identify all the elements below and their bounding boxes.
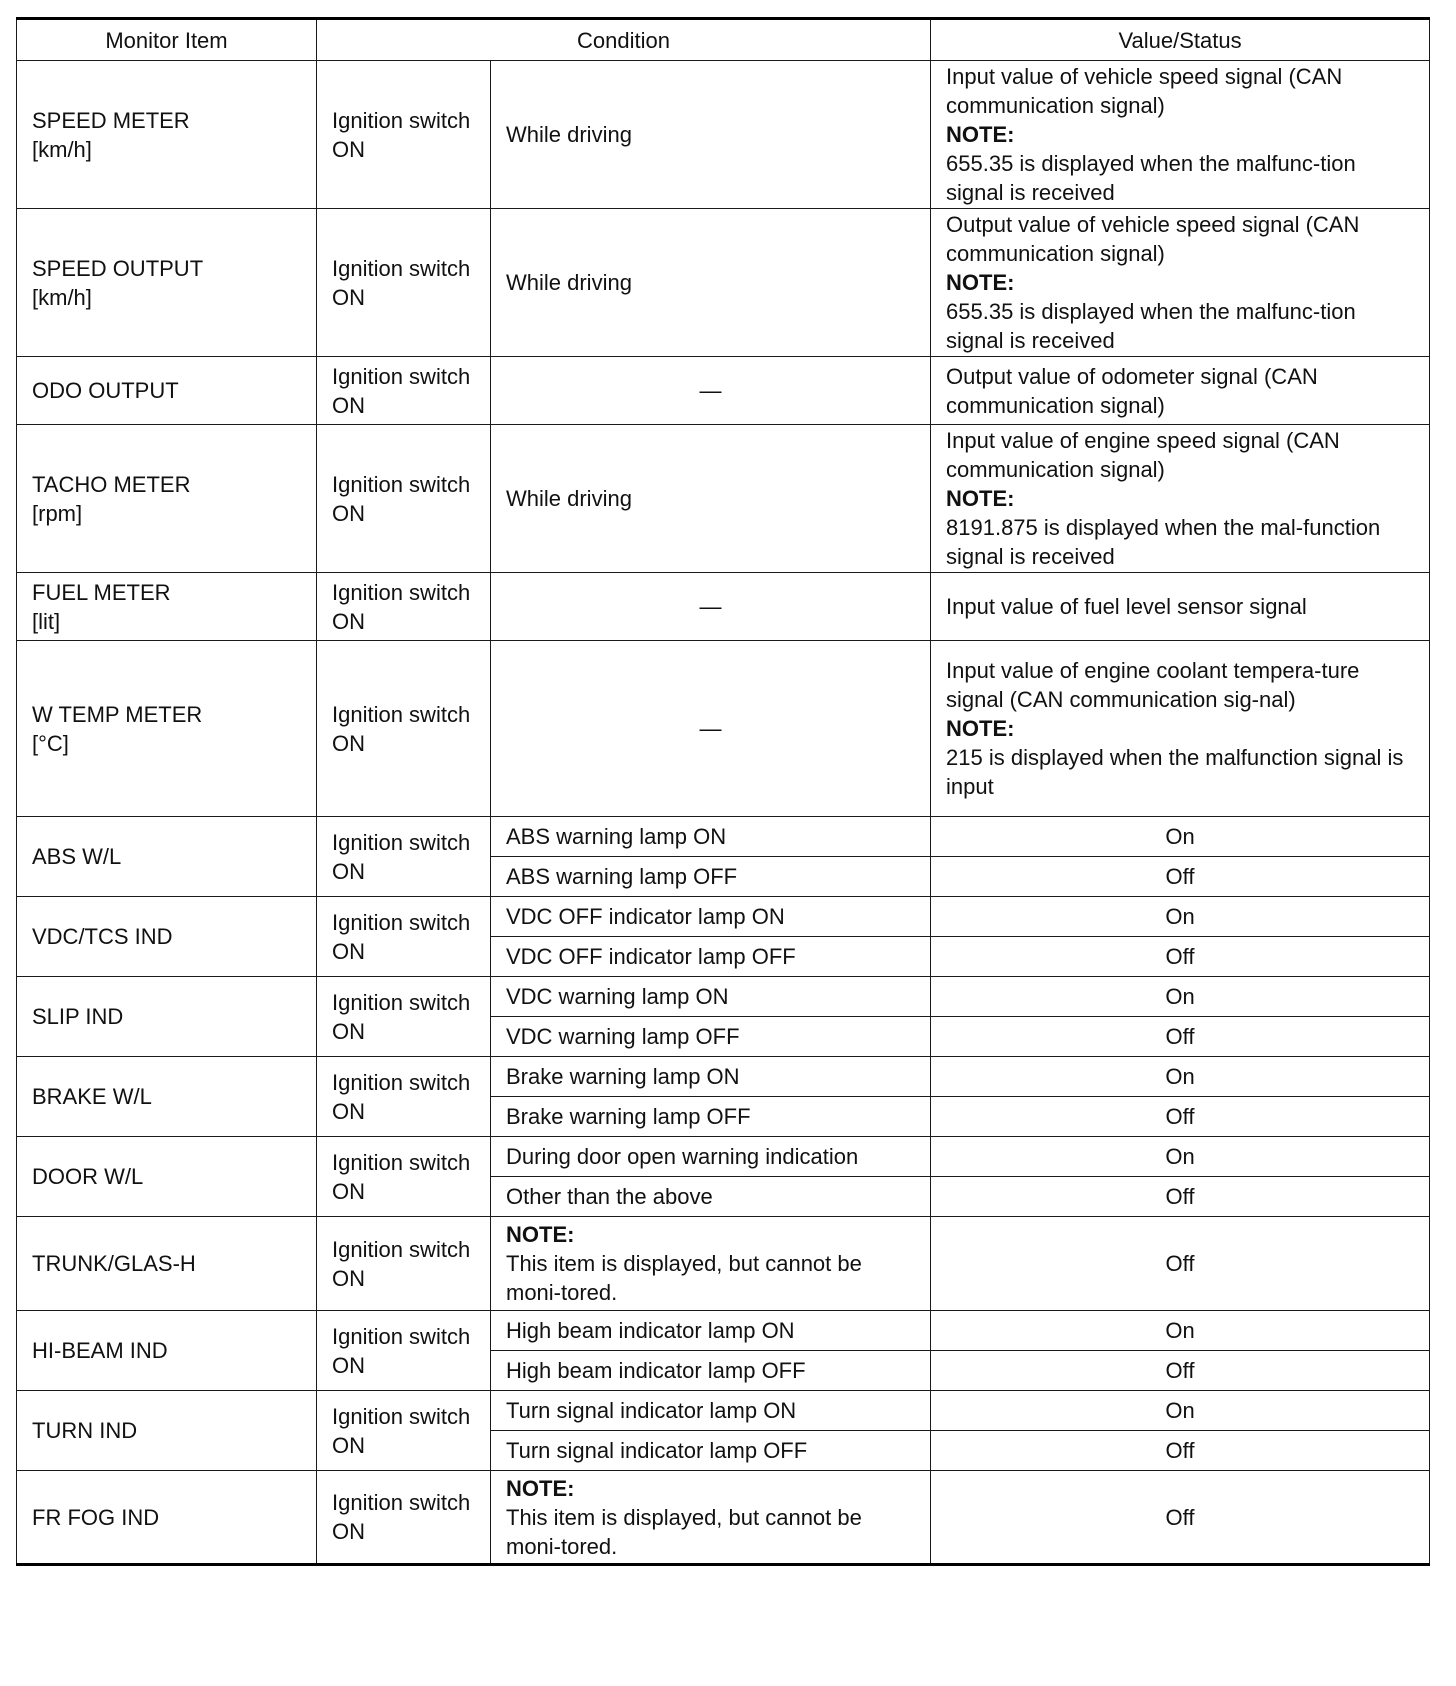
value-cell <box>931 425 1430 573</box>
monitor-item-cell <box>17 573 317 641</box>
condition-cell: Brake warning lamp ON <box>491 1057 931 1097</box>
table-row <box>17 1391 1430 1431</box>
condition-cell: High beam indicator lamp ON <box>491 1311 931 1351</box>
item-name: W TEMP METER <box>32 701 203 727</box>
condition-cell: While driving <box>491 209 931 357</box>
ignition-cell: Ignition switch ON <box>317 1311 491 1391</box>
item-unit: [lit] <box>32 608 61 634</box>
note-text: 215 is displayed when the malfunction signal is input <box>946 745 1404 799</box>
item-name: SPEED OUTPUT <box>32 255 204 281</box>
condition-cell <box>491 1217 931 1311</box>
table-row <box>17 573 1430 641</box>
value-cell: On <box>931 977 1430 1017</box>
note-label: NOTE: <box>946 270 1015 295</box>
table-row <box>17 977 1430 1017</box>
value-cell <box>931 641 1430 817</box>
table-row <box>17 1471 1430 1565</box>
table-row <box>17 1217 1430 1311</box>
table-row <box>17 817 1430 857</box>
value-text: Input value of engine coolant tempera-ture signal (CAN communication sig-nal) <box>946 658 1360 712</box>
monitor-item-cell <box>17 209 317 357</box>
item-unit: [km/h] <box>32 136 92 162</box>
ignition-cell: Ignition switch ON <box>317 1057 491 1137</box>
monitor-item-cell: SLIP IND <box>17 977 317 1057</box>
ignition-cell: Ignition switch ON <box>317 897 491 977</box>
monitor-item-cell: HI-BEAM IND <box>17 1311 317 1391</box>
item-name: SPEED METER <box>32 107 190 133</box>
note-text: 655.35 is displayed when the malfunc-tion signal is received <box>946 299 1356 353</box>
value-cell: Off <box>931 1177 1430 1217</box>
ignition-cell: Ignition switch ON <box>317 1471 491 1565</box>
monitor-item-cell: ODO OUTPUT <box>17 357 317 425</box>
monitor-item-cell <box>17 425 317 573</box>
ignition-cell: Ignition switch ON <box>317 817 491 897</box>
monitor-item-cell <box>17 61 317 209</box>
note-label: NOTE: <box>506 1475 575 1501</box>
value-cell: Off <box>931 1017 1430 1057</box>
ignition-cell: Ignition switch ON <box>317 1137 491 1217</box>
value-cell: On <box>931 1391 1430 1431</box>
condition-cell: — <box>491 573 931 641</box>
monitor-item-cell: DOOR W/L <box>17 1137 317 1217</box>
table-row <box>17 641 1430 817</box>
table-row <box>17 1057 1430 1097</box>
value-text: Input value of vehicle speed signal (CAN communication signal) <box>946 64 1343 118</box>
value-cell: On <box>931 1311 1430 1351</box>
item-name: TACHO METER <box>32 471 191 497</box>
header-row <box>17 19 1430 61</box>
condition-cell: VDC warning lamp OFF <box>491 1017 931 1057</box>
ignition-cell: Ignition switch ON <box>317 573 491 641</box>
table-row <box>17 61 1430 209</box>
value-cell: On <box>931 1137 1430 1177</box>
condition-cell: ABS warning lamp ON <box>491 817 931 857</box>
condition-cell: VDC OFF indicator lamp OFF <box>491 937 931 977</box>
condition-cell: High beam indicator lamp OFF <box>491 1351 931 1391</box>
monitor-item-cell: ABS W/L <box>17 817 317 897</box>
note-text: This item is displayed, but cannot be moni-tored. <box>506 1504 862 1559</box>
table-row <box>17 897 1430 937</box>
note-label: NOTE: <box>946 122 1015 147</box>
ignition-cell: Ignition switch ON <box>317 1217 491 1311</box>
condition-cell: Turn signal indicator lamp ON <box>491 1391 931 1431</box>
note-label: NOTE: <box>506 1222 575 1247</box>
note-text: This item is displayed, but cannot be moni-tored. <box>506 1251 862 1305</box>
table-row <box>17 1311 1430 1351</box>
condition-cell: — <box>491 641 931 817</box>
condition-cell: ABS warning lamp OFF <box>491 857 931 897</box>
ignition-cell: Ignition switch ON <box>317 1391 491 1471</box>
item-unit: [°C] <box>32 730 69 756</box>
ignition-cell: Ignition switch ON <box>317 425 491 573</box>
monitor-item-cell: VDC/TCS IND <box>17 897 317 977</box>
item-name: FUEL METER <box>32 579 171 605</box>
condition-cell <box>491 1471 931 1565</box>
monitor-item-cell: FR FOG IND <box>17 1471 317 1565</box>
condition-cell: Brake warning lamp OFF <box>491 1097 931 1137</box>
condition-cell: While driving <box>491 61 931 209</box>
value-text: Input value of engine speed signal (CAN communication signal) <box>946 428 1340 482</box>
header-monitor-item: Monitor Item <box>17 19 317 61</box>
header-condition: Condition <box>317 19 931 61</box>
table-row <box>17 1137 1430 1177</box>
note-label: NOTE: <box>946 486 1015 511</box>
table-row <box>17 209 1430 357</box>
condition-cell: Other than the above <box>491 1177 931 1217</box>
value-cell: Output value of odometer signal (CAN communication signal) <box>931 357 1430 425</box>
ignition-cell: Ignition switch ON <box>317 977 491 1057</box>
item-unit: [km/h] <box>32 284 92 310</box>
value-cell: Input value of fuel level sensor signal <box>931 573 1430 641</box>
table-row <box>17 425 1430 573</box>
value-cell: On <box>931 1057 1430 1097</box>
value-cell: Off <box>931 1217 1430 1311</box>
value-cell <box>931 209 1430 357</box>
value-cell <box>931 61 1430 209</box>
value-cell: On <box>931 817 1430 857</box>
ignition-cell: Ignition switch ON <box>317 209 491 357</box>
value-cell: Off <box>931 937 1430 977</box>
condition-cell: — <box>491 357 931 425</box>
value-text: Output value of vehicle speed signal (CAN communication signal) <box>946 212 1360 266</box>
condition-cell: While driving <box>491 425 931 573</box>
ignition-cell: Ignition switch ON <box>317 357 491 425</box>
ignition-cell: Ignition switch ON <box>317 61 491 209</box>
item-unit: [rpm] <box>32 500 83 526</box>
value-cell: Off <box>931 1097 1430 1137</box>
value-cell: Off <box>931 1471 1430 1565</box>
value-cell: On <box>931 897 1430 937</box>
value-cell: Off <box>931 1431 1430 1471</box>
note-text: 8191.875 is displayed when the mal-function signal is received <box>946 515 1381 569</box>
monitor-item-cell: TRUNK/GLAS-H <box>17 1217 317 1311</box>
monitor-item-cell: BRAKE W/L <box>17 1057 317 1137</box>
value-cell: Off <box>931 857 1430 897</box>
value-cell: Off <box>931 1351 1430 1391</box>
ignition-cell: Ignition switch ON <box>317 641 491 817</box>
condition-cell: During door open warning indication <box>491 1137 931 1177</box>
condition-cell: Turn signal indicator lamp OFF <box>491 1431 931 1471</box>
condition-cell: VDC OFF indicator lamp ON <box>491 897 931 937</box>
monitor-item-table <box>16 17 1430 1566</box>
note-text: 655.35 is displayed when the malfunc-tion signal is received <box>946 151 1356 205</box>
monitor-item-cell <box>17 641 317 817</box>
note-label: NOTE: <box>946 716 1015 741</box>
monitor-item-cell: TURN IND <box>17 1391 317 1471</box>
condition-cell: VDC warning lamp ON <box>491 977 931 1017</box>
table-row <box>17 357 1430 425</box>
header-value-status: Value/Status <box>931 19 1430 61</box>
